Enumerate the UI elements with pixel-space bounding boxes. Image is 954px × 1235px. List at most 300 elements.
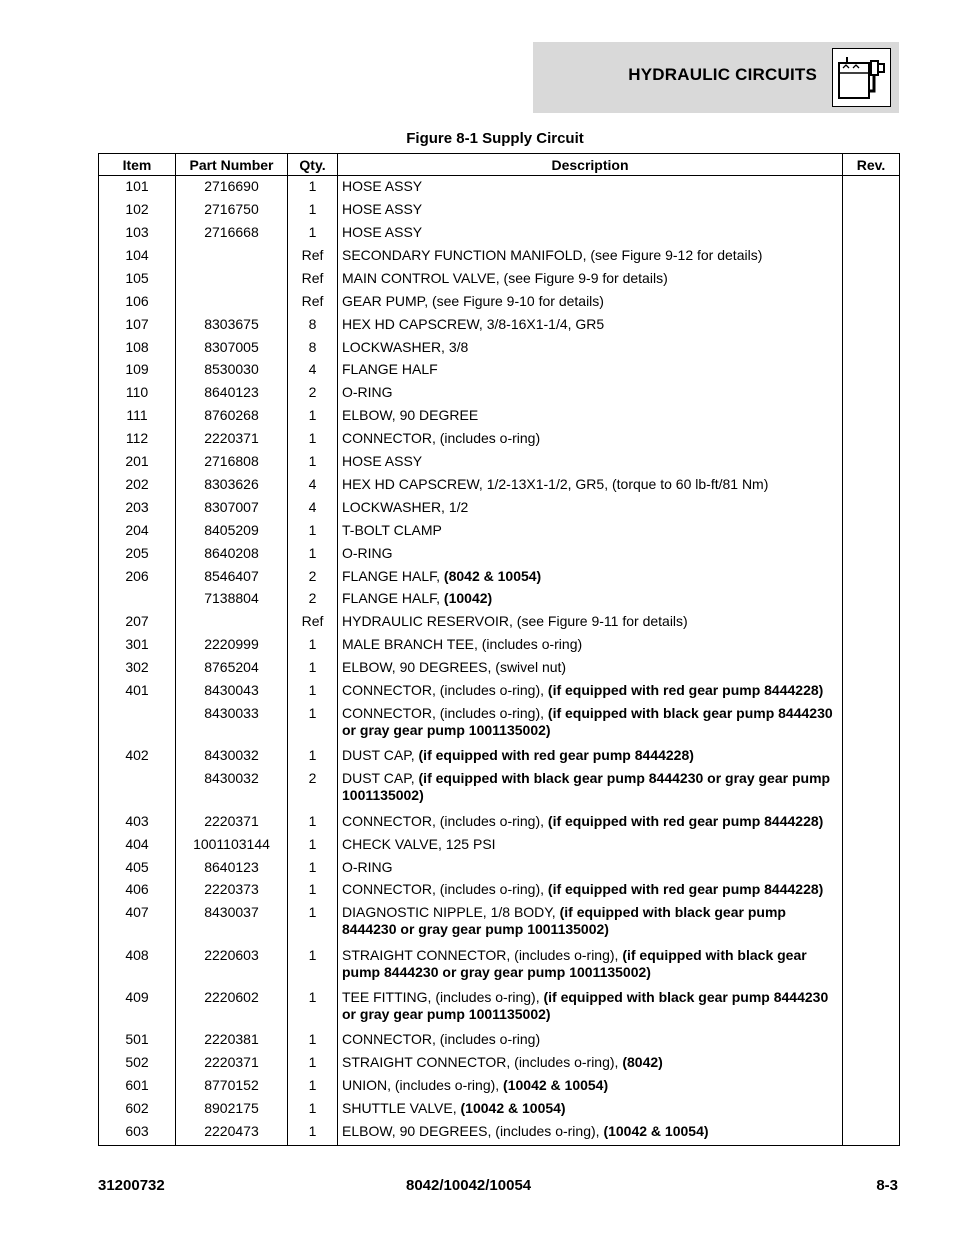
description-applicability: (10042 & 10054) (503, 1077, 609, 1094)
description-text: HOSE ASSY (342, 178, 423, 194)
header-part-number: Part Number (176, 154, 288, 176)
cell-item: 502 (99, 1053, 176, 1076)
parts-table (98, 153, 900, 1146)
header-qty: Qty. (288, 154, 338, 176)
description-text: FLANGE HALF, (342, 590, 444, 607)
cell-item: 107 (99, 314, 176, 337)
cell-part-number: 8430032 (176, 769, 288, 811)
cell-qty: 1 (288, 635, 338, 658)
cell-part-number: 7138804 (176, 589, 288, 612)
table-row (99, 811, 900, 834)
footer-models: 8042/10042/10054 (406, 1177, 532, 1194)
cell-part-number: 2220371 (176, 429, 288, 452)
cell-rev (843, 200, 900, 223)
table-row (99, 176, 900, 200)
cell-item: 109 (99, 360, 176, 383)
cell-qty: 2 (288, 769, 338, 811)
cell-item (99, 704, 176, 746)
table-row (99, 406, 900, 429)
cell-rev (843, 945, 900, 987)
cell-rev (843, 222, 900, 245)
table-row (99, 337, 900, 360)
cell-part-number: 8760268 (176, 406, 288, 429)
empty-cell (843, 1145, 900, 1146)
description-text: ELBOW, 90 DEGREES, (includes o-ring), (342, 1123, 604, 1140)
cell-rev (843, 383, 900, 406)
cell-description (338, 704, 843, 746)
cell-qty: 1 (288, 1076, 338, 1099)
cell-description (338, 383, 843, 406)
description-text: ELBOW, 90 DEGREE (342, 407, 479, 424)
cell-item: 103 (99, 222, 176, 245)
table-row (99, 589, 900, 612)
cell-rev (843, 245, 900, 268)
description-applicability: (if equipped with red gear pump 8444228) (418, 747, 694, 764)
cell-part-number: 8430033 (176, 704, 288, 746)
cell-description (338, 834, 843, 857)
description-text: SECONDARY FUNCTION MANIFOLD, (see Figure 9-12 for details) (342, 246, 763, 263)
cell-qty: 4 (288, 497, 338, 520)
cell-rev (843, 520, 900, 543)
table-row (99, 314, 900, 337)
cell-item: 101 (99, 176, 176, 200)
table-row (99, 566, 900, 589)
cell-item: 106 (99, 291, 176, 314)
cell-rev (843, 291, 900, 314)
cell-part-number: 8546407 (176, 566, 288, 589)
cell-rev (843, 635, 900, 658)
table-row (99, 520, 900, 543)
cell-rev (843, 589, 900, 612)
table-row (99, 635, 900, 658)
cell-qty: 1 (288, 406, 338, 429)
table-row (99, 1030, 900, 1053)
cell-description (338, 1053, 843, 1076)
cell-part-number: 2220602 (176, 988, 288, 1030)
description-text: HEX HD CAPSCREW, 1/2-13X1-1/2, GR5, (torque to 60 lb-ft/81 Nm) (342, 475, 769, 492)
cell-qty: 1 (288, 200, 338, 223)
cell-description (338, 291, 843, 314)
description-text: HOSE ASSY (342, 201, 423, 218)
cell-qty: 1 (288, 903, 338, 945)
description-applicability: (if equipped with black gear pump 8444230 or gray gear pump 1001135002) (342, 705, 833, 738)
cell-item: 408 (99, 945, 176, 987)
description-text: UNION, (includes o-ring), (342, 1077, 504, 1094)
header-rev: Rev. (843, 154, 900, 176)
cell-rev (843, 988, 900, 1030)
cell-description (338, 635, 843, 658)
cell-qty: Ref (288, 268, 338, 291)
description-applicability: (if equipped with red gear pump 8444228) (547, 682, 824, 699)
description-text: STRAIGHT CONNECTOR, (includes o-ring), (342, 1054, 623, 1071)
cell-part-number: 8303626 (176, 474, 288, 497)
description-text: ELBOW, 90 DEGREES, (swivel nut) (342, 659, 567, 676)
cell-rev (843, 1099, 900, 1122)
empty-cell (288, 1145, 338, 1146)
cell-item: 206 (99, 566, 176, 589)
cell-qty: 1 (288, 222, 338, 245)
description-text: SHUTTLE VALVE, (342, 1100, 461, 1117)
cell-rev (843, 268, 900, 291)
cell-item: 301 (99, 635, 176, 658)
cell-qty: 1 (288, 429, 338, 452)
description-text: LOCKWASHER, 1/2 (342, 498, 469, 515)
description-text: HOSE ASSY (342, 453, 423, 470)
cell-rev (843, 681, 900, 704)
cell-description (338, 520, 843, 543)
hydraulic-reservoir-icon (832, 48, 891, 107)
cell-description (338, 429, 843, 452)
cell-part-number: 2716668 (176, 222, 288, 245)
cell-description (338, 1122, 843, 1145)
header-item: Item (99, 154, 176, 176)
cell-description (338, 658, 843, 681)
cell-part-number: 2220381 (176, 1030, 288, 1053)
description-text: CONNECTOR, (includes o-ring), (342, 881, 548, 898)
description-text: FLANGE HALF, (342, 567, 444, 584)
table-row (99, 746, 900, 769)
section-title: HYDRAULIC CIRCUITS (628, 65, 817, 84)
cell-description (338, 1099, 843, 1122)
description-applicability: (if equipped with black gear pump 8444230 or gray gear pump 1001135002) (342, 989, 829, 1023)
cell-qty: 1 (288, 1122, 338, 1145)
table-filler-row (99, 1145, 900, 1146)
cell-qty: 8 (288, 337, 338, 360)
cell-part-number: 8640208 (176, 543, 288, 566)
table-row (99, 429, 900, 452)
description-text: CONNECTOR, (includes o-ring), (342, 705, 548, 721)
cell-part-number: 8530030 (176, 360, 288, 383)
cell-qty: 4 (288, 360, 338, 383)
cell-item: 501 (99, 1030, 176, 1053)
cell-qty: Ref (288, 612, 338, 635)
description-text: TEE FITTING, (includes o-ring), (342, 989, 544, 1006)
cell-rev (843, 406, 900, 429)
cell-description (338, 988, 843, 1030)
description-text: CHECK VALVE, 125 PSI (342, 835, 496, 852)
cell-item: 302 (99, 658, 176, 681)
cell-item: 105 (99, 268, 176, 291)
cell-description (338, 880, 843, 903)
cell-part-number: 2220999 (176, 635, 288, 658)
cell-part-number: 2220371 (176, 1053, 288, 1076)
description-text: T-BOLT CLAMP (342, 521, 442, 538)
cell-item: 203 (99, 497, 176, 520)
cell-description (338, 222, 843, 245)
cell-qty: 1 (288, 857, 338, 880)
cell-description (338, 1076, 843, 1099)
table-row (99, 222, 900, 245)
cell-description (338, 589, 843, 612)
cell-item: 601 (99, 1076, 176, 1099)
cell-item (99, 769, 176, 811)
cell-description (338, 176, 843, 200)
cell-qty: 1 (288, 945, 338, 987)
cell-item: 202 (99, 474, 176, 497)
cell-qty: 1 (288, 746, 338, 769)
cell-description (338, 1030, 843, 1053)
figure-title: Figure 8-1 Supply Circuit (406, 130, 584, 147)
footer-doc-number: 31200732 (98, 1177, 165, 1194)
cell-part-number: 2716690 (176, 176, 288, 200)
description-applicability: (if equipped with black gear pump 8444230 or gray gear pump 1001135002) (342, 770, 831, 804)
cell-item: 401 (99, 681, 176, 704)
description-applicability: (if equipped with red gear pump 8444228) (547, 812, 824, 829)
header-description: Description (338, 154, 843, 176)
cell-rev (843, 474, 900, 497)
description-text: GEAR PUMP, (see Figure 9-10 for details) (342, 292, 604, 309)
table-row (99, 291, 900, 314)
description-applicability: (if equipped with red gear pump 8444228) (547, 881, 824, 898)
description-text: HOSE ASSY (342, 223, 423, 240)
cell-rev (843, 880, 900, 903)
section-header (533, 42, 899, 113)
cell-qty: 8 (288, 314, 338, 337)
cell-part-number: 8640123 (176, 857, 288, 880)
cell-item: 201 (99, 452, 176, 475)
cell-part-number (176, 245, 288, 268)
cell-rev (843, 360, 900, 383)
empty-cell (338, 1145, 843, 1146)
cell-qty: 1 (288, 520, 338, 543)
cell-qty: 1 (288, 543, 338, 566)
cell-rev (843, 857, 900, 880)
cell-qty: 1 (288, 1099, 338, 1122)
cell-item: 108 (99, 337, 176, 360)
empty-cell (99, 1145, 176, 1146)
table-row (99, 543, 900, 566)
cell-part-number: 2220371 (176, 811, 288, 834)
table-row (99, 452, 900, 475)
cell-qty: 1 (288, 1030, 338, 1053)
cell-rev (843, 746, 900, 769)
cell-description (338, 681, 843, 704)
table-row (99, 1099, 900, 1122)
cell-part-number: 8307007 (176, 497, 288, 520)
cell-item: 406 (99, 880, 176, 903)
cell-item: 403 (99, 811, 176, 834)
table-row (99, 200, 900, 223)
cell-rev (843, 566, 900, 589)
cell-description (338, 857, 843, 880)
table-row (99, 658, 900, 681)
description-text: STRAIGHT CONNECTOR, (includes o-ring), (342, 946, 623, 963)
cell-rev (843, 658, 900, 681)
cell-part-number: 8307005 (176, 337, 288, 360)
cell-part-number: 1001103144 (176, 834, 288, 857)
cell-item: 207 (99, 612, 176, 635)
table-row (99, 497, 900, 520)
table-row (99, 681, 900, 704)
cell-part-number (176, 612, 288, 635)
cell-item: 404 (99, 834, 176, 857)
cell-description (338, 497, 843, 520)
cell-description (338, 769, 843, 811)
description-text: CONNECTOR, (includes o-ring) (342, 430, 541, 447)
cell-description (338, 200, 843, 223)
cell-qty: Ref (288, 291, 338, 314)
description-text: CONNECTOR, (includes o-ring), (342, 812, 548, 829)
table-row (99, 988, 900, 1030)
cell-rev (843, 1053, 900, 1076)
table-row (99, 612, 900, 635)
cell-rev (843, 497, 900, 520)
cell-rev (843, 1122, 900, 1145)
cell-rev (843, 903, 900, 945)
cell-item: 402 (99, 746, 176, 769)
description-text: DIAGNOSTIC NIPPLE, 1/8 BODY, (342, 904, 560, 921)
cell-part-number: 2716808 (176, 452, 288, 475)
cell-qty: 2 (288, 589, 338, 612)
description-text: MALE BRANCH TEE, (includes o-ring) (342, 636, 583, 653)
cell-description (338, 811, 843, 834)
table-row (99, 1122, 900, 1145)
cell-rev (843, 811, 900, 834)
cell-part-number (176, 291, 288, 314)
description-applicability: (10042) (443, 590, 493, 607)
cell-qty: 1 (288, 658, 338, 681)
cell-qty: 1 (288, 834, 338, 857)
cell-item: 204 (99, 520, 176, 543)
table-row (99, 383, 900, 406)
cell-qty: 1 (288, 988, 338, 1030)
cell-rev (843, 176, 900, 200)
cell-item: 603 (99, 1122, 176, 1145)
cell-part-number: 2220603 (176, 945, 288, 987)
table-row (99, 360, 900, 383)
description-text: O-RING (342, 544, 393, 561)
cell-item: 102 (99, 200, 176, 223)
cell-item: 602 (99, 1099, 176, 1122)
description-text: FLANGE HALF (342, 361, 438, 378)
cell-rev (843, 834, 900, 857)
cell-description (338, 406, 843, 429)
cell-item: 405 (99, 857, 176, 880)
description-applicability: (10042 & 10054) (603, 1123, 709, 1140)
table-header-row (99, 154, 900, 176)
cell-qty: 2 (288, 383, 338, 406)
description-text: DUST CAP, (342, 770, 419, 787)
description-text: HEX HD CAPSCREW, 3/8-16X1-1/4, GR5 (342, 315, 605, 332)
cell-item (99, 589, 176, 612)
cell-description (338, 543, 843, 566)
table-row (99, 704, 900, 746)
table-row (99, 474, 900, 497)
cell-qty: 1 (288, 1053, 338, 1076)
description-text: LOCKWASHER, 3/8 (342, 338, 469, 355)
cell-item: 409 (99, 988, 176, 1030)
description-text: O-RING (342, 858, 393, 875)
table-row (99, 1076, 900, 1099)
table-row (99, 245, 900, 268)
cell-rev (843, 429, 900, 452)
cell-part-number: 2220473 (176, 1122, 288, 1145)
description-text: HYDRAULIC RESERVOIR, (see Figure 9-11 for details) (342, 613, 688, 630)
cell-part-number: 8430037 (176, 903, 288, 945)
description-text: DUST CAP, (342, 747, 419, 764)
cell-qty: Ref (288, 245, 338, 268)
cell-qty: 1 (288, 452, 338, 475)
cell-qty: 1 (288, 880, 338, 903)
cell-description (338, 474, 843, 497)
cell-rev (843, 337, 900, 360)
description-text: CONNECTOR, (includes o-ring), (342, 682, 548, 699)
cell-description (338, 360, 843, 383)
table-row (99, 1053, 900, 1076)
cell-description (338, 337, 843, 360)
empty-cell (176, 1145, 288, 1146)
cell-rev (843, 704, 900, 746)
description-text: MAIN CONTROL VALVE, (see Figure 9-9 for details) (342, 269, 668, 286)
parts-table-body (99, 176, 900, 1146)
table-row (99, 903, 900, 945)
table-row (99, 268, 900, 291)
cell-item: 112 (99, 429, 176, 452)
description-applicability: (8042) (622, 1054, 663, 1071)
table-row (99, 945, 900, 987)
cell-part-number (176, 268, 288, 291)
cell-item: 111 (99, 406, 176, 429)
cell-rev (843, 1030, 900, 1053)
cell-part-number: 2220373 (176, 880, 288, 903)
cell-rev (843, 769, 900, 811)
cell-part-number: 8640123 (176, 383, 288, 406)
footer-page-number: 8-3 (876, 1177, 898, 1194)
cell-description (338, 903, 843, 945)
cell-rev (843, 1076, 900, 1099)
description-text: O-RING (342, 384, 393, 401)
cell-rev (843, 314, 900, 337)
description-applicability: (10042 & 10054) (460, 1100, 566, 1117)
cell-part-number: 8902175 (176, 1099, 288, 1122)
cell-part-number: 8303675 (176, 314, 288, 337)
cell-rev (843, 612, 900, 635)
cell-item: 110 (99, 383, 176, 406)
cell-part-number: 8765204 (176, 658, 288, 681)
cell-part-number: 2716750 (176, 200, 288, 223)
cell-qty: 1 (288, 704, 338, 746)
cell-description (338, 566, 843, 589)
table-row (99, 880, 900, 903)
cell-item: 205 (99, 543, 176, 566)
cell-description (338, 746, 843, 769)
cell-qty: 2 (288, 566, 338, 589)
cell-part-number: 8770152 (176, 1076, 288, 1099)
description-applicability: (8042 & 10054) (443, 567, 542, 584)
cell-description (338, 612, 843, 635)
cell-item: 104 (99, 245, 176, 268)
cell-rev (843, 452, 900, 475)
cell-part-number: 8430032 (176, 746, 288, 769)
cell-description (338, 268, 843, 291)
cell-description (338, 945, 843, 987)
description-applicability: (if equipped with black gear pump 8444230 or gray gear pump 1001135002) (342, 904, 786, 938)
table-row (99, 769, 900, 811)
table-row (99, 834, 900, 857)
cell-part-number: 8405209 (176, 520, 288, 543)
cell-part-number: 8430043 (176, 681, 288, 704)
cell-description (338, 452, 843, 475)
cell-qty: 1 (288, 811, 338, 834)
description-applicability: (if equipped with black gear pump 8444230 or gray gear pump 1001135002) (342, 946, 807, 980)
cell-qty: 1 (288, 681, 338, 704)
cell-description (338, 245, 843, 268)
cell-rev (843, 543, 900, 566)
cell-qty: 4 (288, 474, 338, 497)
description-text: CONNECTOR, (includes o-ring) (342, 1031, 541, 1048)
cell-description (338, 314, 843, 337)
cell-qty: 1 (288, 176, 338, 200)
